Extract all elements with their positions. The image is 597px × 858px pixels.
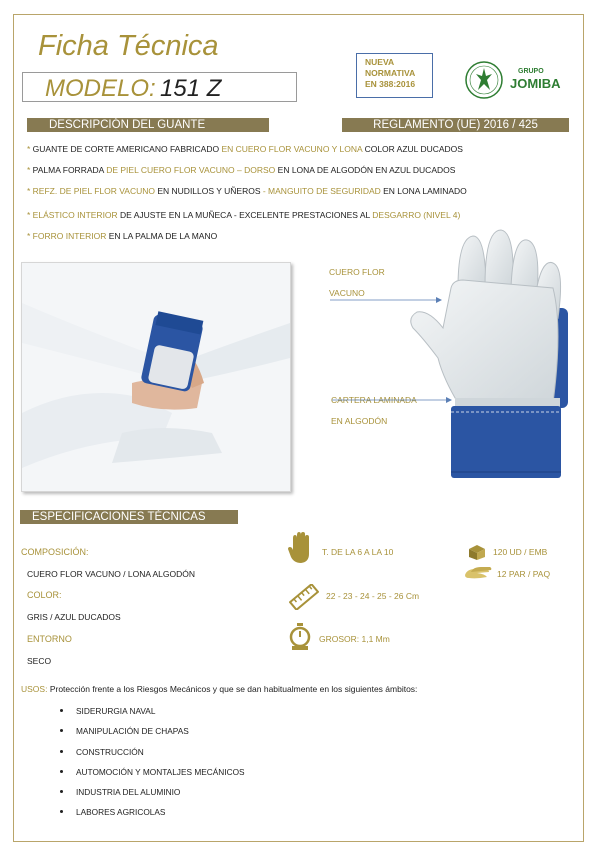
description-line <box>27 165 455 175</box>
description-text: EN NUDILLOS Y UÑEROS <box>157 186 263 196</box>
section-specs: ESPECIFICACIONES TÉCNICAS <box>20 510 238 524</box>
glove-illustration <box>403 228 573 483</box>
callout-line: EN ALGODÓN <box>331 416 388 426</box>
description-text: FORRO INTERIOR <box>32 231 109 241</box>
composition-value: CUERO FLOR VACUNO / LONA ALGODÓN <box>27 569 195 579</box>
description-text: DESGARRO (NIVEL 4) <box>372 210 461 220</box>
usos-paragraph <box>21 684 417 694</box>
composition-label: COMPOSICIÓN: <box>21 547 89 557</box>
pack-emb-value: 120 UD / EMB <box>493 547 548 557</box>
hands-photo-image <box>22 263 290 491</box>
norm-box <box>356 53 433 98</box>
list-item: INDUSTRIA DEL ALUMINIO <box>60 787 245 807</box>
description-text: EN CUERO FLOR VACUNO Y LONA <box>221 144 365 154</box>
description-text: - MANGUITO DE SEGURIDAD <box>262 186 384 196</box>
usos-label: USOS: <box>21 684 48 694</box>
company-logo <box>462 60 574 100</box>
description-text: DE PIEL CUERO FLOR VACUNO – DORSO <box>106 165 278 175</box>
description-text: ELÁSTICO INTERIOR <box>32 210 121 220</box>
description-line <box>27 144 463 154</box>
stopwatch-icon <box>288 623 312 651</box>
logo-name: JOMIBA <box>510 76 561 91</box>
list-item: MANIPULACIÓN DE CHAPAS <box>60 726 245 746</box>
description-text: DE AJUSTE EN LA MUÑECA - EXCELENTE PRESTACIONES AL <box>120 210 373 220</box>
bullet-star: * <box>27 231 33 241</box>
callout-leather <box>329 262 385 304</box>
description-line <box>27 210 460 220</box>
bullet-star: * <box>27 144 33 154</box>
description-line <box>27 186 467 196</box>
description-text: EN LA PALMA DE LA MANO <box>108 231 218 241</box>
logo-group: GRUPO <box>518 68 544 75</box>
description-text: PALMA FORRADA <box>32 165 107 175</box>
seal-logo-icon <box>462 60 506 100</box>
list-item: SIDERURGIA NAVAL <box>60 706 245 726</box>
list-item: CONSTRUCCIÓN <box>60 747 245 767</box>
model-box <box>22 72 297 102</box>
description-text: REFZ. DE PIEL FLOR VACUNO <box>32 186 158 196</box>
description-text: EN LONA LAMINADO <box>383 186 467 196</box>
model-value: 151 Z <box>160 75 222 102</box>
sizes-value: T. DE LA 6 A LA 10 <box>322 547 394 557</box>
ruler-icon <box>289 584 319 610</box>
color-label: COLOR: <box>27 590 62 600</box>
gloves-pair-icon <box>463 566 493 580</box>
bullet-star: * <box>27 186 33 196</box>
page-title: Ficha Técnica <box>38 30 219 62</box>
bullet-star: * <box>27 165 33 175</box>
callout-line: CUERO FLOR <box>329 267 385 277</box>
callout-line: VACUNO <box>329 288 365 298</box>
norm-line: NORMATIVA <box>365 68 416 78</box>
description-line <box>27 231 217 241</box>
list-item: AUTOMOCIÓN Y MONTALJES MECÁNICOS <box>60 767 245 787</box>
usos-list <box>60 706 245 828</box>
box-icon <box>467 544 487 560</box>
section-description: DESCRIPCIÓN DEL GUANTE <box>27 118 269 132</box>
model-label: MODELO: <box>45 75 156 102</box>
usos-text: Protección frente a los Riesgos Mecánicos y que se dan habitualmente en los siguientes ámbitos: <box>47 684 418 694</box>
environment-value: SECO <box>27 656 52 666</box>
norm-line: EN 388:2016 <box>365 79 416 89</box>
section-regulation: REGLAMENTO (UE) 2016 / 425 <box>342 118 569 132</box>
norm-line: NUEVA <box>365 57 395 67</box>
bullet-star: * <box>27 210 33 220</box>
pack-paq-value: 12 PAR / PAQ <box>497 569 551 579</box>
lengths-value: 22 - 23 - 24 - 25 - 26 Cm <box>326 591 420 601</box>
description-text: COLOR AZUL DUCADOS <box>364 144 463 154</box>
thickness-value: GROSOR: 1,1 Mm <box>319 634 390 644</box>
description-text: GUANTE DE CORTE AMERICANO FABRICADO <box>32 144 222 154</box>
hand-icon <box>288 532 314 564</box>
product-photo <box>21 262 291 492</box>
list-item: LABORES AGRICOLAS <box>60 807 245 827</box>
color-value: GRIS / AZUL DUCADOS <box>27 612 121 622</box>
description-text: EN LONA DE ALGODÓN EN AZUL DUCADOS <box>277 165 456 175</box>
callout-line: CARTERA LAMINADA <box>331 395 417 405</box>
environment-label: ENTORNO <box>27 634 72 644</box>
